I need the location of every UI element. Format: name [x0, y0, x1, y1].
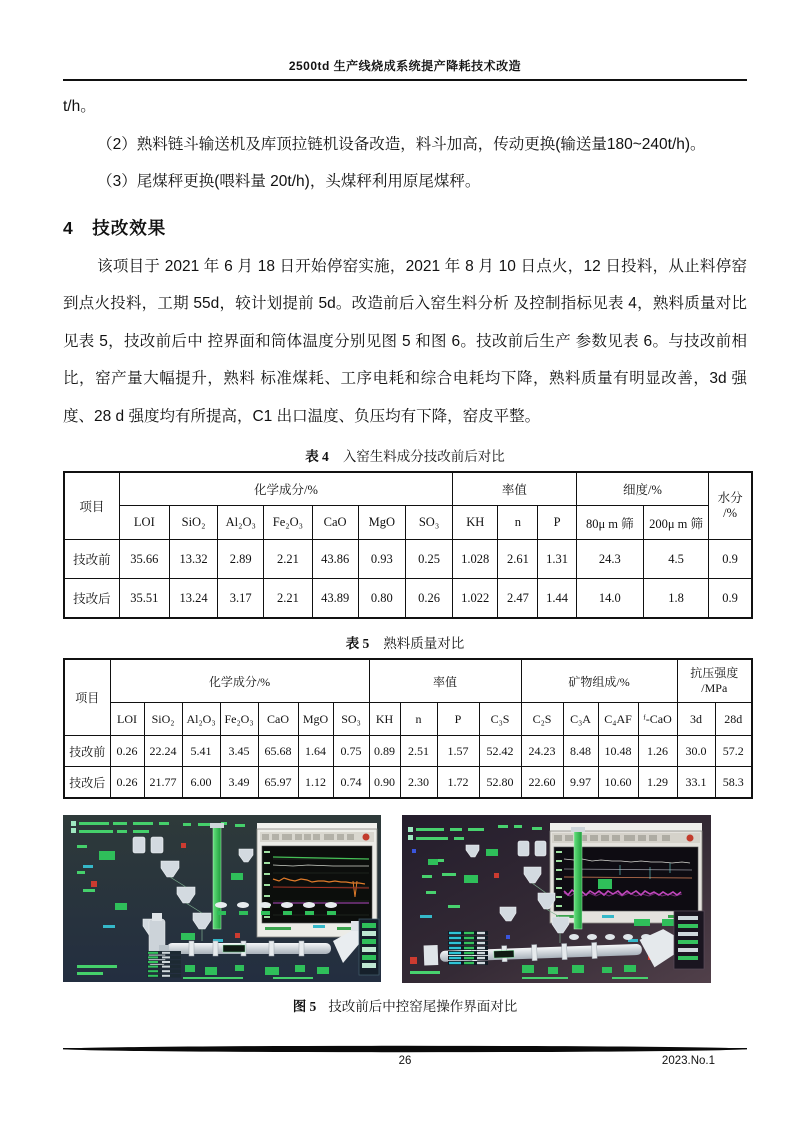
figure5-caption-label: 图 5 [292, 999, 317, 1014]
table4-row-after-label: 技改后 [64, 579, 119, 619]
table4-moisture-line2: /% [723, 506, 738, 520]
table5-caption [63, 632, 747, 652]
paragraph-main: 该项目于 2021 年 6 月 18 日开始停窑实施，2021 年 8 月 10 日点火，12 日投料，从止料停窑到点火投料，工期 55d，较计划提前 5d。改造前后入窑生料分析 及控制指标见表 4，熟料质量对比见表 5，技改前后中 控界面和筒体温度分别见图 5 和图 6。技改前后生产 参数见表 6。与技改前相比，窑产量大幅提升，熟料 标准煤耗、工序电耗和综合电耗均下降，熟料质量有明显改善，3d 强度、28 d 强度均有所提高，C1 出口温度、负压均有下降，窑皮平整。 [63, 257, 747, 425]
table5-strength-line2: /MPa [701, 681, 728, 695]
table4-col-al2o3: Al₂O₃ [218, 506, 264, 540]
table5-col-fcao: ᶠ-CaO [638, 703, 677, 736]
table5-group-strength [677, 659, 752, 703]
table4-header-moisture [709, 472, 752, 540]
table4-col-loi: LOI [119, 506, 169, 540]
table5-col-cao: CaO [258, 703, 298, 736]
page-footer [63, 1045, 747, 1067]
footer-rule-bar [63, 1045, 747, 1053]
table-row: 技改后 35.51 13.24 3.17 2.21 43.89 0.80 0.26 1.022 2.47 1.44 14.0 1.8 0.9 [64, 579, 752, 619]
figure5-images [63, 815, 747, 983]
issue-label: 2023.No.1 [661, 1055, 715, 1067]
paragraph-item-2: （2）熟料链斗输送机及库顶拉链机设备改造，料斗加高，传动更换(输送量180~240t/h)。 [97, 135, 706, 153]
table5-col-3d: 3d [677, 703, 715, 736]
table5-col-sio2: SiO₂ [144, 703, 182, 736]
table5-col-mgo: MgO [298, 703, 333, 736]
figure5-caption [63, 995, 747, 1015]
table5-col-c2s: C₂S [521, 703, 563, 736]
table5-col-28d: 28d [715, 703, 752, 736]
dcs-screenshot-after-photo [402, 815, 711, 983]
table4-group-chemistry: 化学成分/% [119, 472, 452, 506]
table4-col-sio2: SiO₂ [169, 506, 217, 540]
table5-col-loi: LOI [110, 703, 144, 736]
table4-row-before-label: 技改前 [64, 540, 119, 579]
table5-col-al2o3: Al₂O₃ [182, 703, 220, 736]
table5-col-n: n [400, 703, 437, 736]
table5-col-c4af: C₄AF [598, 703, 638, 736]
table4-col-200um: 200μ m 筛 [643, 506, 708, 540]
table4-group-fineness: 细度/% [576, 472, 709, 506]
table5-col-kh: KH [369, 703, 400, 736]
table5-col-fe2o3: Fe₂O₃ [220, 703, 258, 736]
table5-col-so3: SO₃ [333, 703, 369, 736]
table5-col-p: P [437, 703, 479, 736]
table5-col-c3a: C₃A [563, 703, 598, 736]
table4-col-so3: SO₃ [405, 506, 452, 540]
table5-strength-line1: 抗压强度 [690, 666, 739, 680]
trend-window-after [550, 823, 702, 923]
table5-group-ratio: 率值 [369, 659, 521, 703]
table-raw-meal-comparison [63, 471, 753, 619]
table4-col-kh: KH [453, 506, 498, 540]
table4-col-80um: 80μ m 筛 [576, 506, 643, 540]
table4-group-ratio: 率值 [453, 472, 577, 506]
dcs-screenshot-before-photo [63, 815, 381, 982]
running-head: 2500td 生产线烧成系统提产降耗技术改造 [63, 57, 747, 81]
table5-subheader-row [64, 703, 752, 736]
table4-col-cao: CaO [312, 506, 358, 540]
page-number: 26 [398, 1055, 412, 1067]
paragraph-continued: t/h。 [63, 98, 96, 115]
figure5-caption-text: 技改前后中控窑尾操作界面对比 [328, 999, 518, 1014]
table4-col-n: n [498, 506, 538, 540]
paragraph-item-3: （3）尾煤秤更换(喂料量 20t/h)，头煤秤利用原尾煤秤。 [97, 173, 481, 190]
table-row: 技改后 0.26 21.77 6.00 3.49 65.97 1.12 0.74 0.90 2.30 1.72 52.80 22.60 9.97 10.60 1.29 33.1 58.3 [64, 767, 752, 799]
table5-caption-text: 熟料质量对比 [383, 636, 465, 651]
table5-col-c3s: C₃S [479, 703, 521, 736]
table5-row-after-label: 技改后 [64, 767, 110, 799]
table-row: 技改前 0.26 22.24 5.41 3.45 65.68 1.64 0.75 0.89 2.51 1.57 52.42 24.23 8.48 10.48 1.26 30.0 57.2 [64, 736, 752, 767]
table-clinker-quality-comparison [63, 658, 753, 799]
table4-moisture-line1: 水分 [717, 491, 743, 505]
table4-caption-text: 入窑生料成分技改前后对比 [342, 449, 505, 464]
table5-header-item: 项目 [64, 659, 110, 736]
table5-caption-label: 表 5 [345, 636, 370, 651]
table4-caption-label: 表 4 [305, 449, 329, 464]
table4-col-mgo: MgO [358, 506, 405, 540]
table5-group-chemistry: 化学成分/% [110, 659, 369, 703]
table4-col-p: P [538, 506, 576, 540]
table5-group-mineral: 矿物组成/% [521, 659, 677, 703]
table4-col-fe2o3: Fe₂O₃ [264, 506, 312, 540]
table4-header-item: 项目 [64, 472, 119, 540]
section-heading: 4 技改效果 [63, 217, 167, 238]
table4-subheader-row [64, 506, 752, 540]
table-row: 技改前 35.66 13.32 2.89 2.21 43.86 0.93 0.25 1.028 2.61 1.31 24.3 4.5 0.9 [64, 540, 752, 579]
table4-caption [63, 445, 747, 465]
table5-row-before-label: 技改前 [64, 736, 110, 767]
